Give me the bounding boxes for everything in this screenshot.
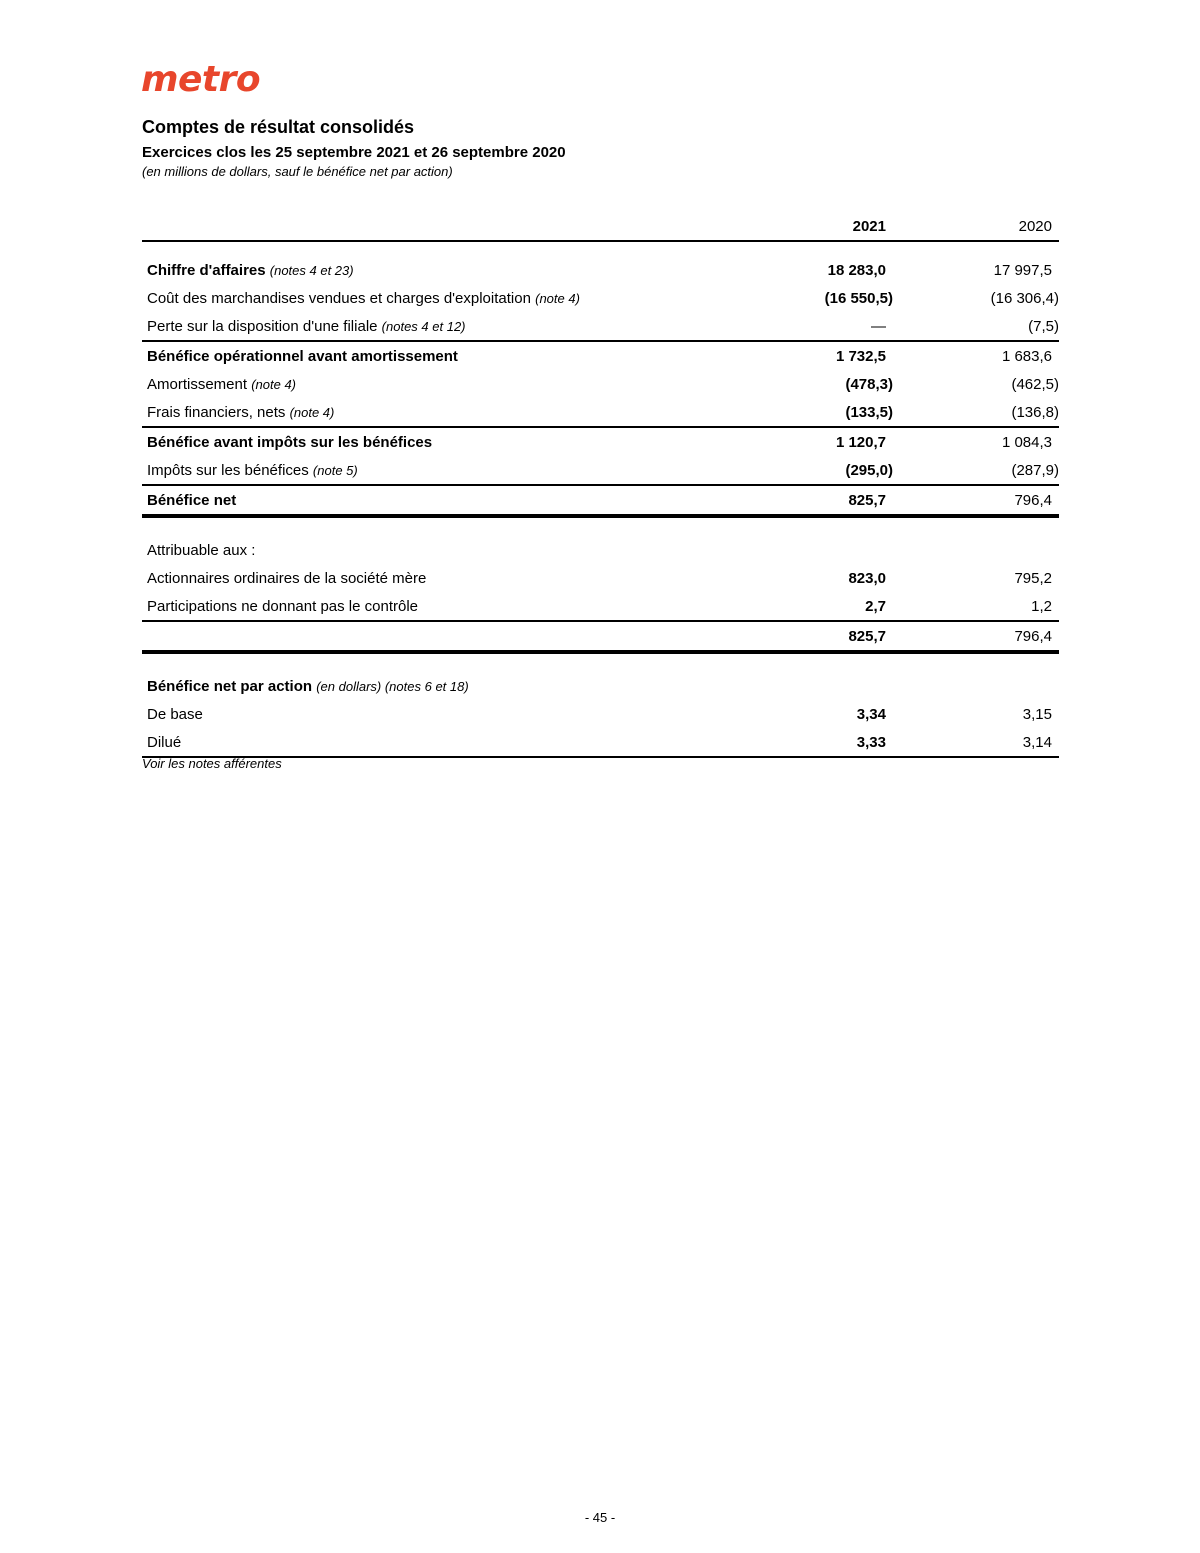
value-2021: 1 732,5 <box>835 348 886 365</box>
table-row-attributable-total <box>142 622 1059 654</box>
row-label: Impôts sur les bénéfices <box>147 462 309 479</box>
value-2020: 3,14 <box>1022 734 1052 751</box>
value-2020: 796,4 <box>1014 492 1052 509</box>
table-row-net-income <box>142 486 1059 518</box>
value-2020: (136,8) <box>1011 404 1059 421</box>
unit-note: (en millions de dollars, sauf le bénéfice net par action) <box>142 164 453 179</box>
value-2020: (287,9) <box>1011 462 1059 479</box>
table-row-finance-costs <box>142 398 1059 428</box>
value-2021: (16 550,5) <box>824 290 893 307</box>
value-2020: 1 683,6 <box>1001 348 1052 365</box>
value-2020: (7,5) <box>1028 318 1059 335</box>
col-2020-header: 2020 <box>1018 218 1052 235</box>
value-2020: 1 084,3 <box>1001 434 1052 451</box>
row-label: Bénéfice avant impôts sur les bénéfices <box>147 434 433 451</box>
row-note: (note 4) <box>535 291 580 306</box>
metro-logo: metro <box>141 59 261 100</box>
value-2021: 825,7 <box>848 628 886 645</box>
table-row-revenue <box>142 256 1059 284</box>
col-2021-header: 2021 <box>852 218 886 235</box>
row-label: Coût des marchandises vendues et charges d'exploitation <box>147 290 531 307</box>
row-label: Bénéfice net <box>147 492 237 509</box>
row-label: Actionnaires ordinaires de la société mère <box>147 570 427 587</box>
value-2020: 795,2 <box>1014 570 1052 587</box>
value-2020: 17 997,5 <box>993 262 1052 279</box>
table-row-ebt <box>142 428 1059 456</box>
row-label: Dilué <box>147 734 182 751</box>
row-label: De base <box>147 706 203 723</box>
eps-heading-note: (en dollars) (notes 6 et 18) <box>316 679 469 694</box>
table-row-taxes <box>142 456 1059 486</box>
table-row-ebitda <box>142 342 1059 370</box>
value-2021: 3,34 <box>856 706 886 723</box>
row-label: Amortissement <box>147 376 248 393</box>
page-title: Comptes de résultat consolidés <box>142 117 415 137</box>
value-2020: 1,2 <box>1031 598 1052 615</box>
value-2021: 825,7 <box>848 492 886 509</box>
value-2021: 3,33 <box>856 734 886 751</box>
value-2021: (478,3) <box>845 376 893 393</box>
row-label: Frais financiers, nets <box>147 404 286 421</box>
value-2020: 796,4 <box>1014 628 1052 645</box>
value-2021: (133,5) <box>845 404 893 421</box>
eps-heading-row <box>142 672 1059 700</box>
row-note: (note 4) <box>251 377 297 392</box>
page-number: - 45 - <box>584 1510 616 1525</box>
table-row-nci <box>142 592 1059 622</box>
value-2020: 3,15 <box>1022 706 1052 723</box>
value-2021: 1 120,7 <box>835 434 886 451</box>
table-row-shareholders <box>142 564 1059 592</box>
income-statement-table <box>142 212 1059 758</box>
footnote: Voir les notes afférentes <box>142 756 282 771</box>
row-label: Bénéfice opérationnel avant amortissement <box>147 348 458 365</box>
row-label: Chiffre d'affaires <box>147 262 266 279</box>
value-2021: 18 283,0 <box>827 262 886 279</box>
table-row-eps-basic <box>142 700 1059 728</box>
row-note: (note 4) <box>289 405 335 420</box>
attributable-heading: Attribuable aux : <box>147 542 256 559</box>
table-row-depreciation <box>142 370 1059 398</box>
value-2021: 2,7 <box>865 598 886 615</box>
page-subtitle: Exercices clos les 25 septembre 2021 et 26 septembre 2020 <box>142 144 566 161</box>
value-2021: (295,0) <box>845 462 893 479</box>
row-label: Participations ne donnant pas le contrôle <box>147 598 419 615</box>
row-note: (note 5) <box>312 463 358 478</box>
table-row-cogs <box>142 284 1059 312</box>
value-2020: (16 306,4) <box>990 290 1059 307</box>
value-2021: — <box>871 318 886 335</box>
table-row-eps-diluted <box>142 728 1059 758</box>
row-note: (notes 4 et 23) <box>269 263 354 278</box>
row-note: (notes 4 et 12) <box>381 319 466 334</box>
table-row-loss-subsidiary <box>142 312 1059 342</box>
eps-heading: Bénéfice net par action <box>147 678 313 695</box>
attributable-heading-row <box>142 536 1059 564</box>
value-2020: (462,5) <box>1011 376 1059 393</box>
row-label: Perte sur la disposition d'une filiale <box>147 318 378 335</box>
table-header <box>142 212 1059 242</box>
value-2021: 823,0 <box>848 570 886 587</box>
